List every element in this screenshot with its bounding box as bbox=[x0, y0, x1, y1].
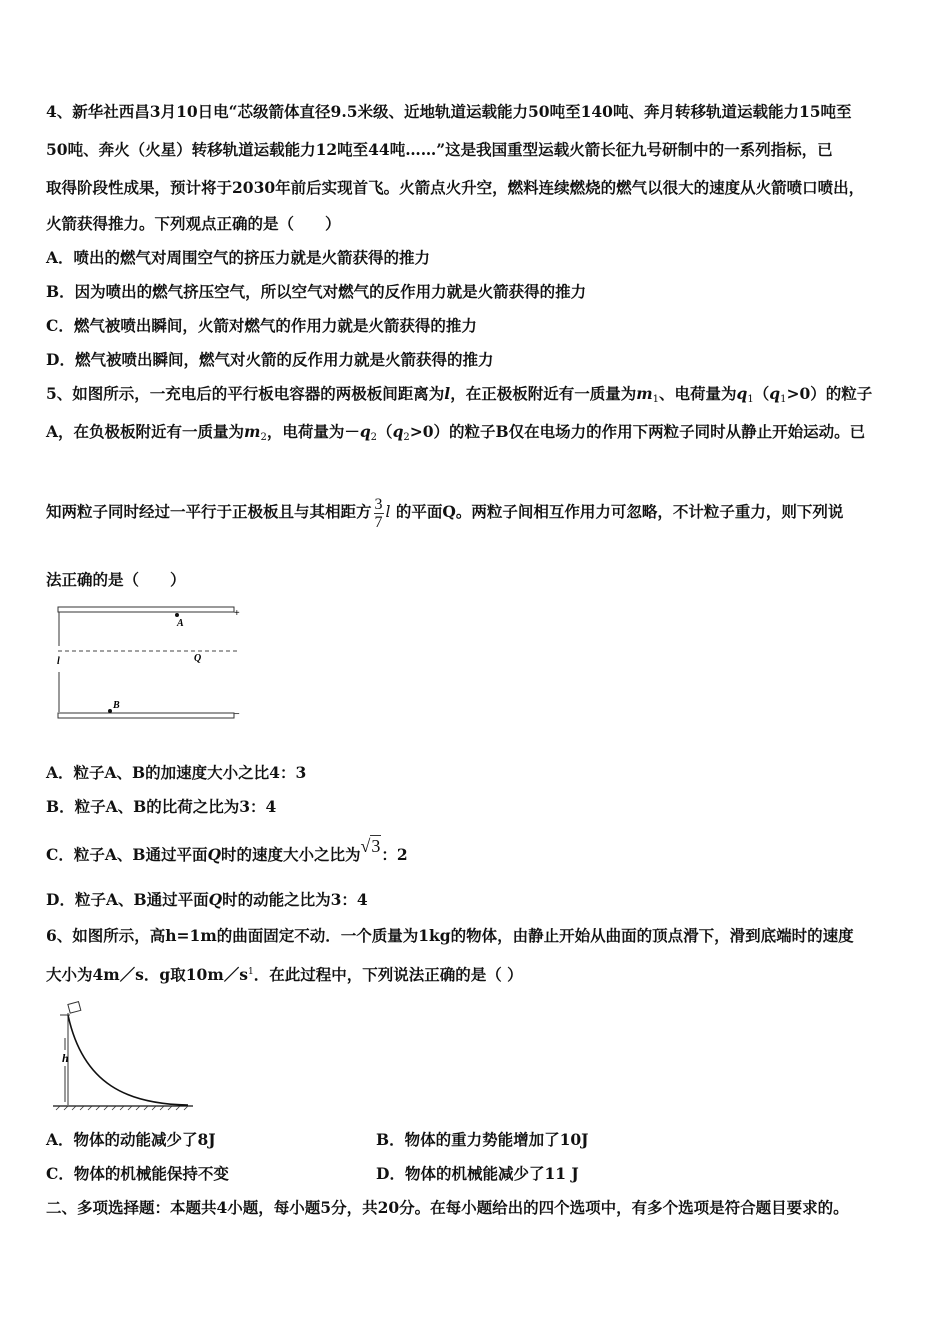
fraction-3-7: $\frac{3}{7}$ bbox=[374, 495, 383, 531]
q5-option-b: B．粒子A、B的比荷之比为3：4 bbox=[46, 797, 277, 816]
label-h: h bbox=[62, 1051, 69, 1065]
q6-line-1: 6、如图所示，高h=1m的曲面固定不动．一个质量为1kg的物体，由静止开始从曲面的顶点滑下，滑到底端时的速度 bbox=[46, 926, 854, 945]
q4-option-d: D．燃气被喷出瞬间，燃气对火箭的反作用力就是火箭获得的推力 bbox=[46, 350, 494, 369]
plus-sign: + bbox=[234, 608, 240, 619]
q6-option-d: D．物体的机械能减少了11 J bbox=[376, 1164, 579, 1183]
q5-line-1: 5、如图所示，一充电后的平行板电容器的两极板间距离为l，在正极板附近有一质量为$m_1$、电荷量为$q_1(q_1>0)$的粒子 bbox=[46, 384, 873, 405]
q6-option-a: A．物体的动能减少了8J bbox=[46, 1130, 216, 1149]
q5-option-d: D．粒子A、B通过平面Q时的动能之比为3：4 bbox=[46, 890, 368, 909]
q5-line-3: 知两粒子同时经过一平行于正极板且与其相距方 $\frac{3}{7}$ l 的平面Q。两粒子间相互作用力可忽略，不计粒子重力，则下列说 bbox=[46, 495, 844, 531]
q4-option-b: B．因为喷出的燃气挤压空气，所以空气对燃气的反作用力就是火箭获得的推力 bbox=[46, 282, 587, 301]
capacitor-diagram bbox=[46, 600, 256, 725]
q6-option-c: C．物体的机械能保持不变 bbox=[46, 1164, 229, 1183]
sqrt-3: √3 bbox=[360, 836, 381, 856]
q4-line-4: 火箭获得推力。下列观点正确的是（ ） bbox=[46, 214, 341, 233]
curved-surface-diagram bbox=[48, 1000, 198, 1115]
q4-line-3: 取得阶段性成果，预计将于2030年前后实现首飞。火箭点火升空，燃料连续燃烧的燃气以很大的速度从火箭喷口喷出， bbox=[46, 178, 865, 197]
q4-option-a: A．喷出的燃气对周围空气的挤压力就是火箭获得的推力 bbox=[46, 248, 431, 267]
q5-option-c: C．粒子A、B通过平面Q时的速度大小之比为√3：2 bbox=[46, 836, 408, 864]
section-2-heading: 二、多项选择题：本题共4小题，每小题5分，共20分。在每小题给出的四个选项中，有多个选项是符合题目要求的。 bbox=[46, 1198, 849, 1217]
q5-line-2: A，在负极板附近有一质量为$m_2$，电荷量为$-q_2(q_2>0)$的粒子B仅在电场力的作用下两粒子同时从静止开始运动。已 bbox=[46, 422, 866, 443]
block bbox=[68, 1002, 81, 1014]
q5-option-a: A．粒子A、B的加速度大小之比4：3 bbox=[46, 763, 307, 782]
minus-sign: − bbox=[234, 709, 240, 720]
particle-b-dot bbox=[108, 709, 112, 713]
q4-option-c: C．燃气被喷出瞬间，火箭对燃气的作用力就是火箭获得的推力 bbox=[46, 316, 477, 335]
q5-line-4: 法正确的是（ ） bbox=[46, 570, 186, 589]
label-q: Q bbox=[194, 653, 202, 664]
q6-line-2: 大小为4m／s．g取$10m/s^1$．在此过程中，下列说法正确的是（ ） bbox=[46, 965, 523, 984]
label-l: l bbox=[57, 656, 60, 667]
q4-line-1: 4、新华社西昌3月10日电“芯级箭体直径9.5米级、近地轨道运载能力50吨至140吨、奔月转移轨道运载能力15吨至 bbox=[46, 102, 852, 121]
q6-option-b: B．物体的重力势能增加了10J bbox=[376, 1130, 589, 1149]
particle-a-dot bbox=[175, 613, 179, 617]
label-a: A bbox=[177, 618, 184, 629]
q4-line-2: 50吨、奔火（火星）转移轨道运载能力12吨至44吨……”这是我国重型运载火箭长征九号研制中的一系列指标，已 bbox=[46, 140, 833, 159]
label-b: B bbox=[113, 700, 120, 711]
